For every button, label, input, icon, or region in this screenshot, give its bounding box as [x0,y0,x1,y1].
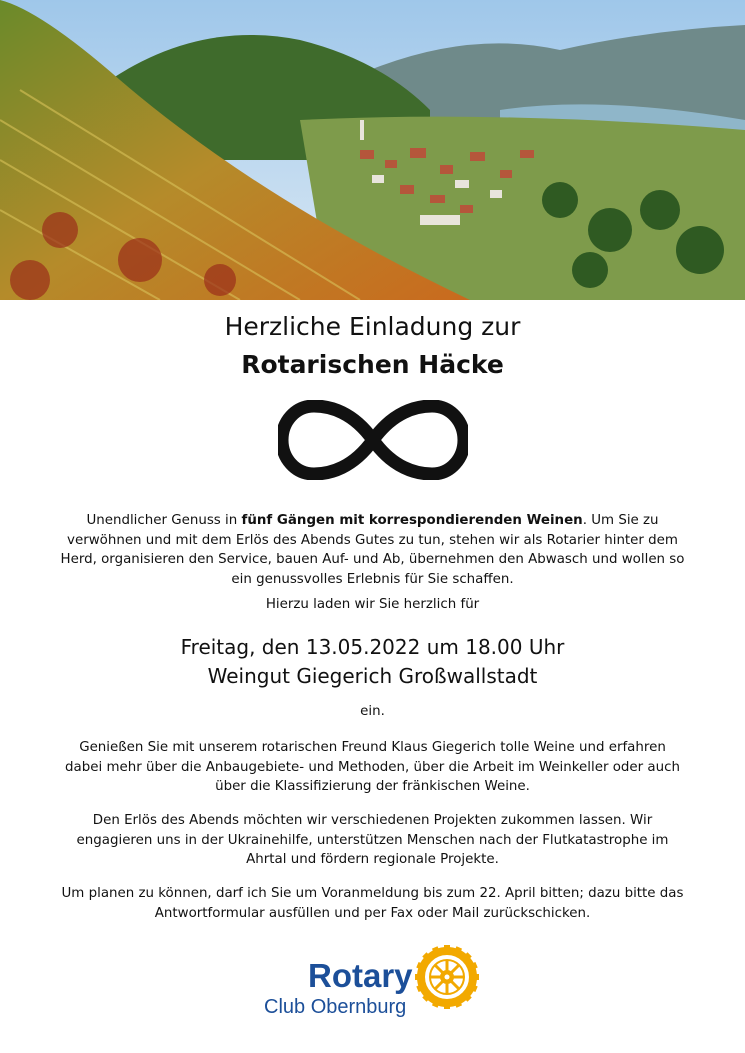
title-line-1: Herzliche Einladung zur [224,312,521,341]
hero-photo [0,0,745,300]
intro-text-bold: fünf Gängen mit korrespondierenden Weinen [241,513,583,528]
intro-paragraph [60,511,685,589]
rotary-wheel-icon [415,945,479,1009]
event-date: Freitag, den 13.05.2022 um 18.00 Uhr [180,635,565,659]
intro-text-before: Unendlicher Genuss in [86,513,242,528]
paragraph-projects: Den Erlös des Abends möchten wir verschiedenen Projekten zukommen lassen. Wir engagieren uns in der Ukrainehilfe, unterstützen Menschen nach der Flutkatastrophe im Ahrtal und fördern regionale Projekte. [76,813,669,867]
rotary-wordmark: Rotary [308,957,413,994]
event-venue: Weingut Giegerich Großwallstadt [207,664,538,688]
event-details [0,633,745,691]
title-line-2: Rotarischen Häcke [241,350,504,379]
intro-text-after: . Um Sie zu verwöhnen und mit dem Erlös des Abends Gutes zu tun, stehen wir als Rotarier hinter dem Herd, organisieren den Service, bauen Auf- und Ab, übernehmen den Abwasch und wollen so ein genussvolles Erlebnis für Sie schaffen. [60,513,685,587]
invite-line: Hierzu laden wir Sie herzlich für [265,597,480,612]
paragraph-wine: Genießen Sie mit unserem rotarischen Freund Klaus Giegerich tolle Weine und erfahren dabei mehr über die Anbaugebiete- und Methoden, über die Arbeit im Weinkeller oder auch über die Klassifizierung der fränkischen Weine. [65,740,680,794]
ein-line: ein. [360,704,385,719]
club-name: Club Obernburg [264,996,407,1018]
vineyard-valley-photo [0,0,745,300]
paragraph-registration: Um planen zu können, darf ich Sie um Voranmeldung bis zum 22. April bitten; dazu bitte das Antwortformular ausfüllen und per Fax oder Mail zurückschicken. [61,886,684,921]
rotary-logo [262,945,482,1025]
infinity-icon [278,400,468,484]
